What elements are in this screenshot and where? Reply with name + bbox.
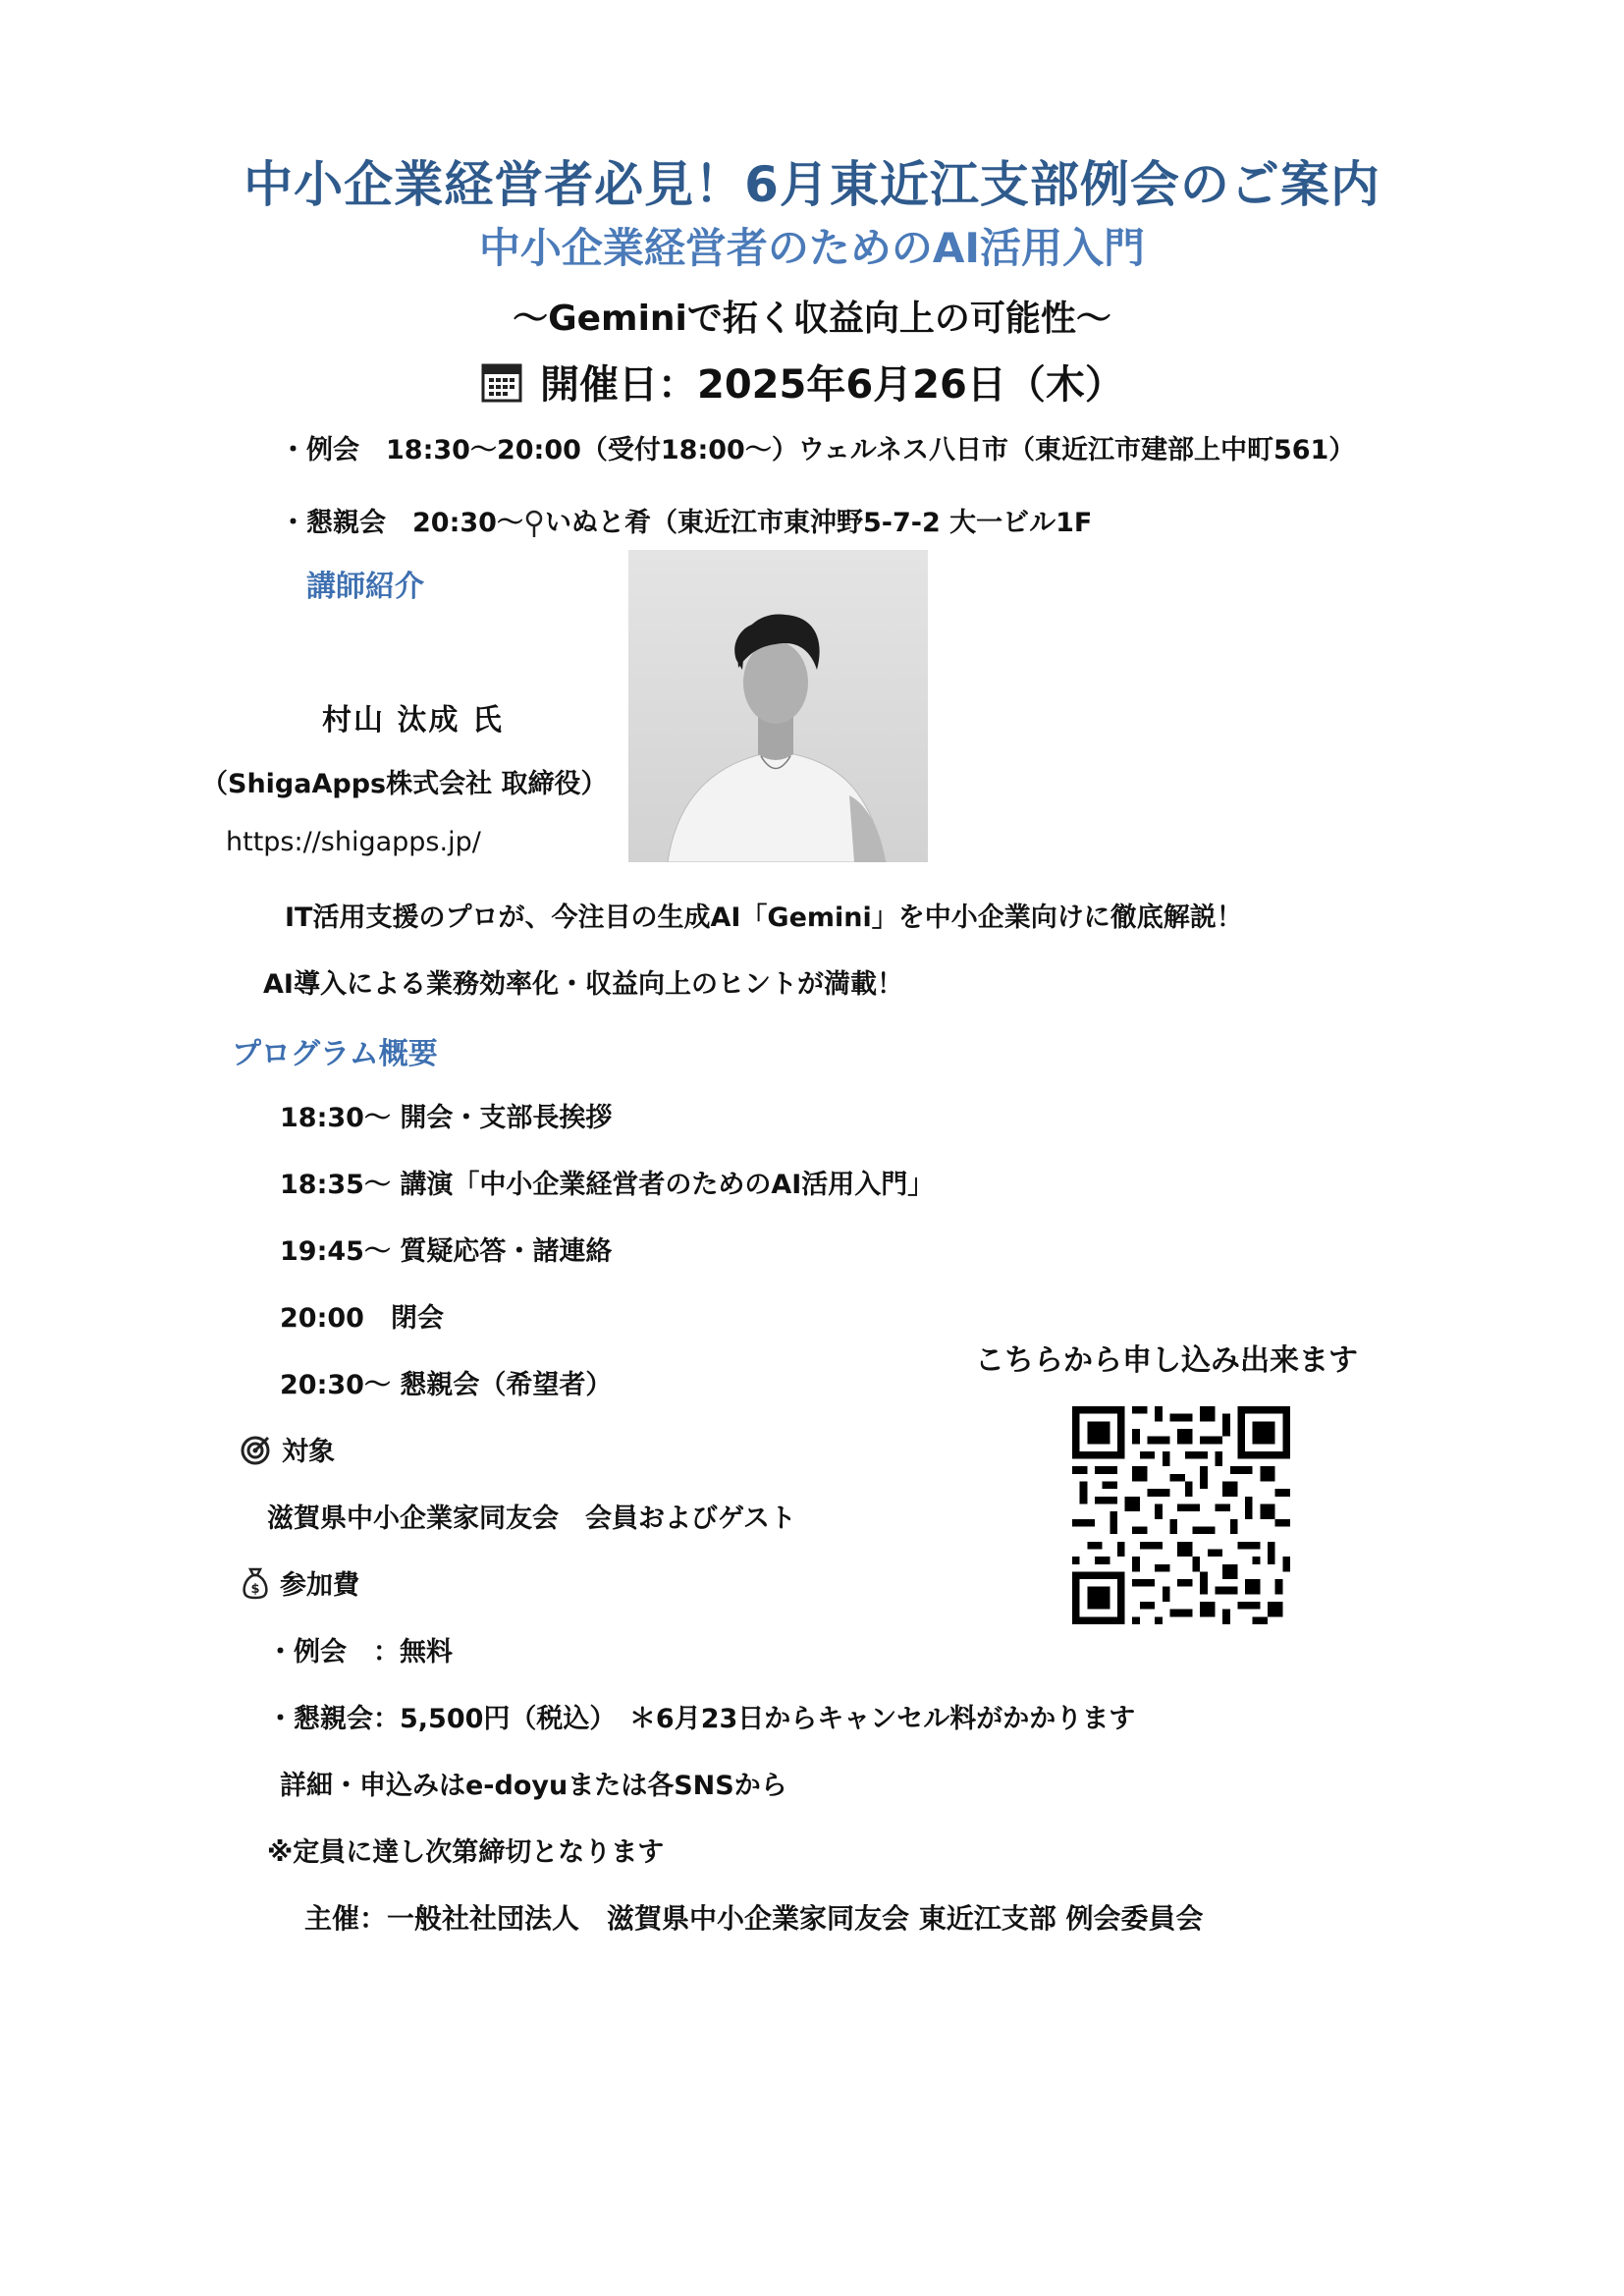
qr-code[interactable] <box>1072 1406 1290 1624</box>
meeting-schedule: ・例会 18:30～20:00（受付18:00～）ウェルネス八日市（東近江市建部上中町561） <box>280 435 1356 465</box>
event-date <box>481 354 1124 410</box>
speaker-organization: （ShigaApps株式会社 取締役） <box>201 769 608 799</box>
party-place: いぬと肴（東近江市東沖野5-7-2 大一ビル1F <box>544 508 1093 538</box>
page-tagline: ～Geminiで拓く収益向上の可能性～ <box>513 299 1111 339</box>
program-heading: プログラム概要 <box>232 1037 438 1071</box>
intro-line-2: AI導入による業務効率化・収益向上のヒントが満載！ <box>263 969 903 1000</box>
party-time: ・懇親会 20:30～ <box>280 508 523 538</box>
speaker-name: 村山 汰成 氏 <box>322 703 504 738</box>
money-bag-icon <box>241 1566 270 1600</box>
apply-info: 詳細・申込みはe-doyuまたは各SNSから <box>280 1771 787 1801</box>
program-item: 19:45～ 質疑応答・諸連絡 <box>280 1236 613 1267</box>
speaker-url[interactable]: https://shigapps.jp/ <box>226 827 481 857</box>
fee-heading: 参加費 <box>280 1570 359 1601</box>
capacity-note: ※定員に達し次第締切となります <box>267 1837 665 1868</box>
target-text: 滋賀県中小企業家同友会 会員およびゲスト <box>267 1503 796 1534</box>
target-heading: 対象 <box>282 1437 335 1467</box>
event-date-text: 開催日：2025年6月26日（木） <box>540 362 1124 408</box>
organizer: 主催：一般社社団法人 滋賀県中小企業家同友会 東近江支部 例会委員会 <box>304 1902 1204 1935</box>
fee-meeting: ・例会 ：無料 <box>267 1637 453 1667</box>
calendar-icon <box>481 361 522 403</box>
intro-line-1: IT活用支援のプロが、今注目の生成AI「Gemini」を中小企業向けに徹底解説！ <box>285 902 1243 933</box>
program-item: 20:00 閉会 <box>280 1303 444 1334</box>
target-heading-row <box>241 1430 335 1468</box>
location-pin-icon <box>523 510 545 539</box>
fee-party: ・懇親会：5,500円（税込） ＊6月23日からキャンセル料がかかります <box>267 1704 1136 1734</box>
program-item: 18:30～ 開会・支部長挨拶 <box>280 1103 613 1133</box>
program-item: 18:35～ 講演「中小企業経営者のためのAI活用入門」 <box>280 1170 935 1200</box>
page-title: 中小企業経営者必見！6月東近江支部例会のご案内 <box>244 156 1380 213</box>
page-subtitle: 中小企業経営者のためのAI活用入門 <box>478 224 1146 272</box>
party-schedule <box>280 501 1092 539</box>
qr-label: こちらから申し込み出来ます <box>975 1343 1358 1378</box>
speaker-photo <box>628 550 928 862</box>
program-item: 20:30～ 懇親会（希望者） <box>280 1370 613 1400</box>
svg-text:$: $ <box>250 1581 260 1597</box>
fee-heading-row <box>241 1563 359 1602</box>
speaker-heading: 講師紹介 <box>306 570 424 604</box>
target-icon <box>241 1434 272 1465</box>
